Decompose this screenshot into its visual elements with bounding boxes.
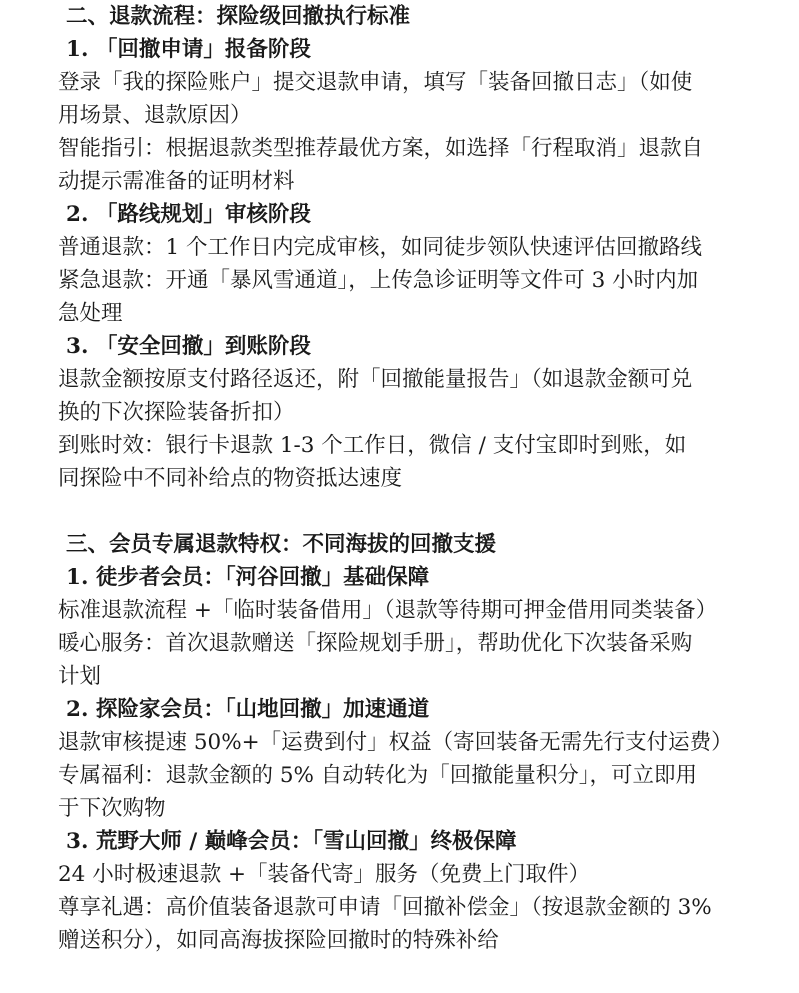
paragraph-line: 计划 xyxy=(58,664,102,689)
document-body xyxy=(58,0,793,957)
paragraph-line: 智能指引：根据退款类型推荐最优方案，如选择「行程取消」退款自 xyxy=(58,136,704,161)
paragraph-line: 到账时效：银行卡退款 1-3 个工作日，微信 / 支付宝即时到账，如 xyxy=(58,433,687,458)
paragraph-line: 急处理 xyxy=(58,301,123,326)
paragraph-line: 专属福利：退款金额的 5% 自动转化为「回撤能量积分」，可立即用 xyxy=(58,763,698,788)
paragraph-line: 换的下次探险装备折扣） xyxy=(58,400,295,425)
paragraph-line: 用场景、退款原因） xyxy=(58,103,252,128)
paragraph-line: 同探险中不同补给点的物资抵达速度 xyxy=(58,466,403,491)
paragraph-line: 登录「我的探险账户」提交退款申请，填写「装备回撤日志」（如使 xyxy=(58,70,693,95)
section-heading: 二、退款流程：探险级回撤执行标准 xyxy=(66,4,411,29)
paragraph-line: 赠送积分），如同高海拔探险回撤时的特殊补给 xyxy=(58,928,499,953)
step-heading: 3. 荒野大师 / 巅峰会员：「雪山回撤」终极保障 xyxy=(66,829,517,854)
paragraph-line: 动提示需准备的证明材料 xyxy=(58,169,295,194)
paragraph-line: 于下次购物 xyxy=(58,796,166,821)
paragraph-line: 退款审核提速 50%+「运费到付」权益（寄回装备无需先行支付运费） xyxy=(58,730,733,755)
section-heading: 三、会员专属退款特权：不同海拔的回撤支援 xyxy=(66,532,497,557)
blank-spacer xyxy=(58,495,793,528)
step-heading: 1. 「回撤申请」报备阶段 xyxy=(66,37,311,62)
step-heading: 2. 探险家会员：「山地回撤」加速通道 xyxy=(66,697,430,722)
step-heading: 1. 徒步者会员：「河谷回撤」基础保障 xyxy=(66,565,430,590)
paragraph-line: 退款金额按原支付路径返还，附「回撤能量报告」（如退款金额可兑 xyxy=(58,367,693,392)
paragraph-line: 24 小时极速退款 +「装备代寄」服务（免费上门取件） xyxy=(58,862,591,887)
paragraph-line: 暖心服务：首次退款赠送「探险规划手册」，帮助优化下次装备采购 xyxy=(58,631,693,656)
step-heading: 3. 「安全回撤」到账阶段 xyxy=(66,334,311,359)
paragraph-line: 尊享礼遇：高价值装备退款可申请「回撤补偿金」（按退款金额的 3% xyxy=(58,895,712,920)
step-heading: 2. 「路线规划」审核阶段 xyxy=(66,202,311,227)
paragraph-line: 普通退款：1 个工作日内完成审核，如同徒步领队快速评估回撤路线 xyxy=(58,235,703,260)
paragraph-line: 标准退款流程 +「临时装备借用」（退款等待期可押金借用同类装备） xyxy=(58,598,718,623)
paragraph-line: 紧急退款：开通「暴风雪通道」，上传急诊证明等文件可 3 小时内加 xyxy=(58,268,699,293)
